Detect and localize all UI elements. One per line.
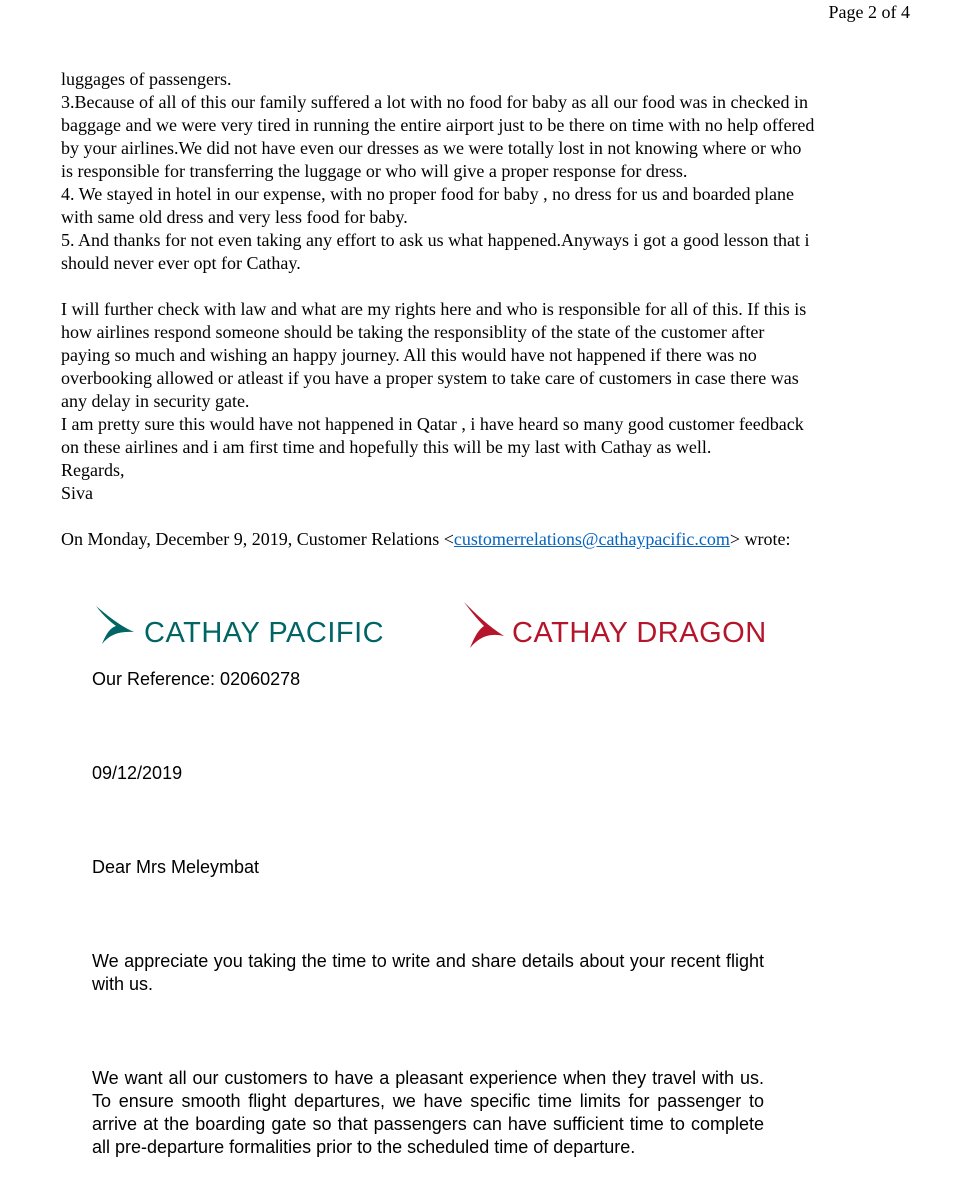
cathay-dragon-wordmark: CATHAY DRAGON	[512, 617, 767, 649]
letter-paragraph-1: We appreciate you taking the time to write and share details about your recent flight with us.	[92, 951, 764, 994]
quoted-email-header	[61, 528, 921, 551]
cathay-pacific-brushwing-icon	[90, 598, 140, 658]
email-line: I will further check with law and what are my rights here and who is responsible for all of this. If this is	[61, 299, 807, 319]
email-line: 3.Because of all of this our family suffered a lot with no food for baby as all our food was in checked in	[61, 92, 808, 112]
email-line: how airlines respond someone should be taking the responsiblity of the state of the customer after	[61, 322, 765, 342]
email-line: 5. And thanks for not even taking any effort to ask us what happened.Anyways i got a good lesson that i	[61, 230, 810, 250]
wrote-suffix: > wrote:	[729, 529, 791, 549]
email-regards: Regards,	[61, 460, 125, 480]
wrote-prefix: On Monday, December 9, 2019, Customer Relations <	[61, 529, 454, 549]
email-line: should never ever opt for Cathay.	[61, 253, 301, 273]
cathay-pacific-logo	[90, 598, 420, 658]
letter-salutation: Dear Mrs Meleymbat	[92, 857, 260, 877]
letter-date: 09/12/2019	[92, 763, 183, 783]
email-line: by your airlines.We did not have even our dresses as we were totally lost in not knowing where or who	[61, 138, 802, 158]
letter-paragraph-2: We want all our customers to have a pleasant experience when they travel with us. To ensure smooth flight departures, we have specific time limits for passenger to arrive at the boarding gate so that passengers can have sufficient time to complete all pre-departure formalities prior to the scheduled time of departure.	[92, 1068, 764, 1157]
email-line: baggage and we were very tired in running the entire airport just to be there on time with no help offered	[61, 115, 815, 135]
reference-number: Our Reference: 02060278	[92, 669, 301, 689]
email-line: 4. We stayed in hotel in our expense, with no proper food for baby , no dress for us and boarded plane	[61, 184, 795, 204]
email-signature: Siva	[61, 483, 94, 503]
email-line: is responsible for transferring the luggage or who will give a proper response for dress.	[61, 161, 688, 181]
email-line: with same old dress and very less food for baby.	[61, 207, 408, 227]
cathay-pacific-wordmark: CATHAY PACIFIC	[144, 617, 385, 649]
email-line: I am pretty sure this would have not happened in Qatar , i have heard so many good customer feedback	[61, 414, 804, 434]
email-line: overbooking allowed or atleast if you have a proper system to take care of customers in case there was	[61, 368, 799, 388]
page-number: Page 2 of 4	[828, 2, 910, 22]
email-line: any delay in security gate.	[61, 391, 250, 411]
cathay-dragon-logo	[460, 598, 820, 658]
email-line: paying so much and wishing an happy journey. All this would have not happened if there was no	[61, 345, 757, 365]
customer-relations-email-link[interactable]: customerrelations@cathaypacific.com	[453, 529, 730, 549]
email-body	[61, 68, 921, 551]
airline-logos	[90, 598, 830, 658]
email-line: luggages of passengers.	[61, 69, 232, 89]
cathay-dragon-brushwing-icon	[460, 598, 510, 658]
email-line: on these airlines and i am first time and hopefully this will be my last with Cathay as well.	[61, 437, 712, 457]
